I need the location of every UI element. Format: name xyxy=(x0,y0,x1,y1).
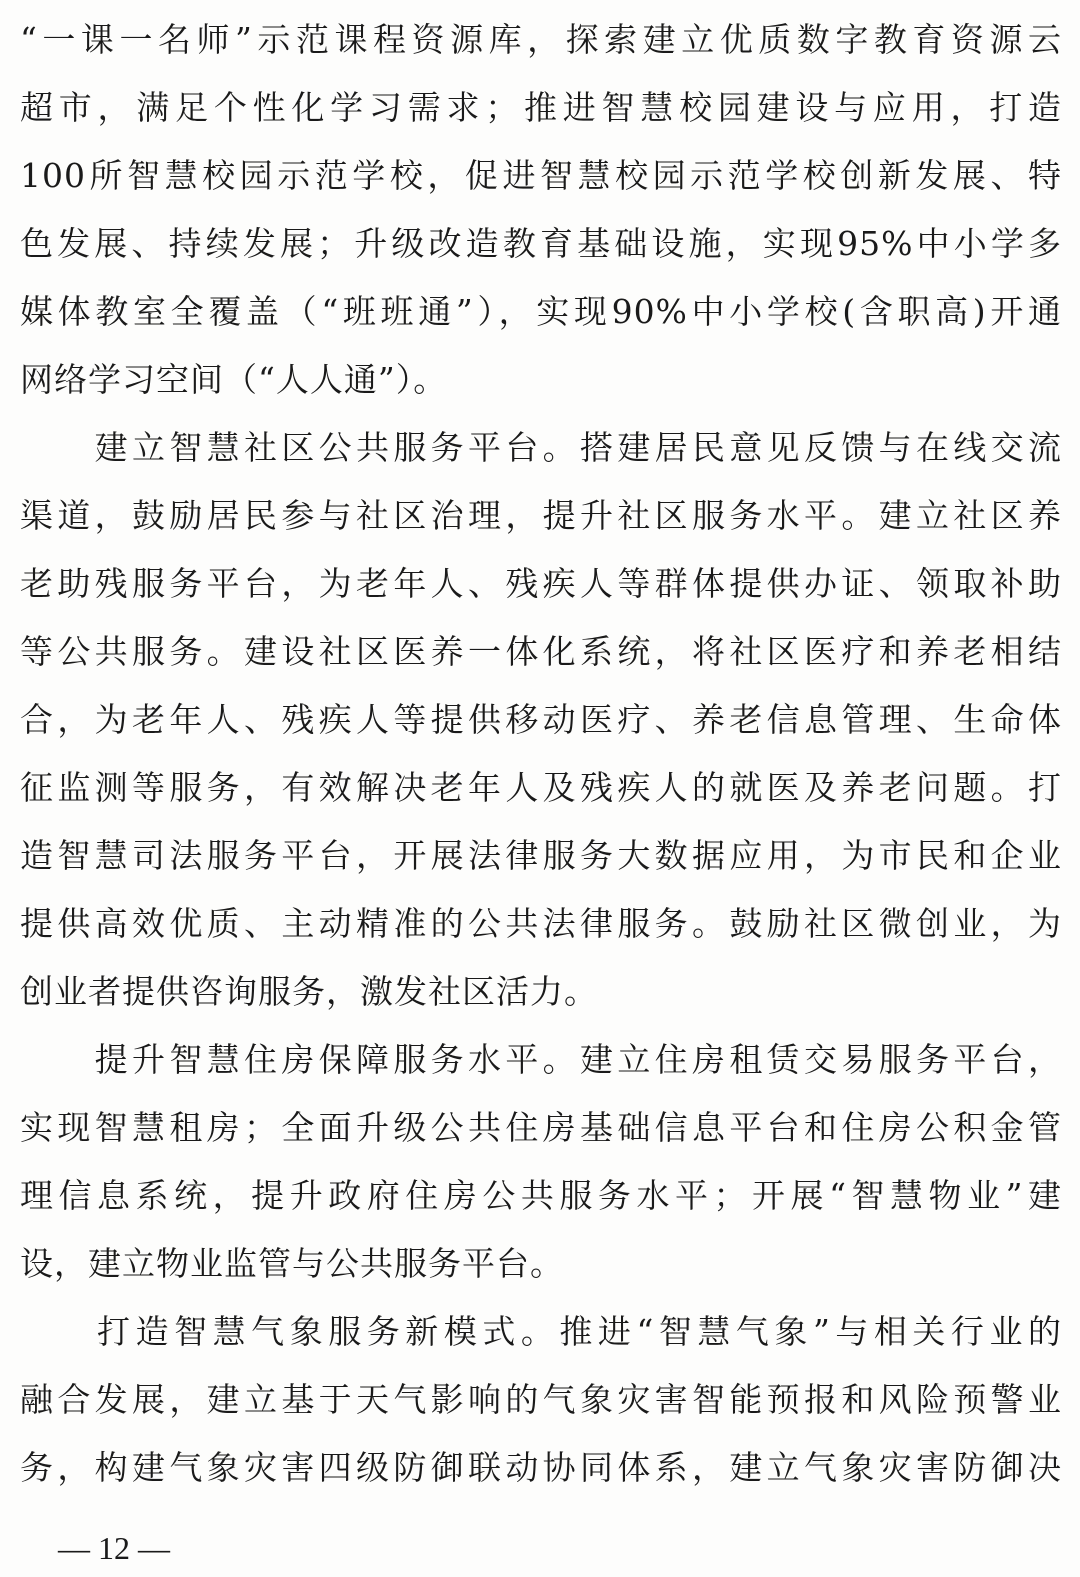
body-text xyxy=(20,6,1062,1502)
paragraph-start-line: 建立智慧社区公共服务平台。搭建居民意见反馈与在线交流 xyxy=(20,428,1062,467)
text-line: 设，建立物业监管与公共服务平台。 xyxy=(20,1244,564,1283)
paragraph-start-line: 提升智慧住房保障服务水平。建立住房租赁交易服务平台， xyxy=(20,1040,1062,1079)
text-line: 老助残服务平台，为老年人、残疾人等群体提供办证、领取补助 xyxy=(20,564,1062,603)
text-line: 网络学习空间（“人人通”）。 xyxy=(20,360,448,399)
text-line: 等公共服务。建设社区医养一体化系统，将社区医疗和养老相结 xyxy=(20,632,1062,671)
text-line: 100所智慧校园示范学校，促进智慧校园示范学校创新发展、特 xyxy=(20,156,1062,195)
text-line: 媒体教室全覆盖（“班班通”），实现90%中小学校(含职高)开通 xyxy=(20,292,1062,331)
text-line: 合，为老年人、残疾人等提供移动医疗、养老信息管理、生命体 xyxy=(20,700,1062,739)
text-line: 创业者提供咨询服务，激发社区活力。 xyxy=(20,972,598,1011)
text-line: 务，构建气象灾害四级防御联动协同体系，建立气象灾害防御决 xyxy=(20,1448,1062,1487)
text-line: 征监测等服务，有效解决老年人及残疾人的就医及养老问题。打 xyxy=(20,768,1062,807)
text-line: 提供高效优质、主动精准的公共法律服务。鼓励社区微创业，为 xyxy=(20,904,1062,943)
text-line: “一课一名师”示范课程资源库，探索建立优质数字教育资源云 xyxy=(20,20,1062,59)
text-line: 实现智慧租房；全面升级公共住房基础信息平台和住房公积金管 xyxy=(20,1108,1062,1147)
text-line: 色发展、持续发展；升级改造教育基础设施，实现95%中小学多 xyxy=(20,224,1062,263)
page-number: — 12 — xyxy=(58,1530,170,1566)
text-line: 理信息系统，提升政府住房公共服务水平；开展“智慧物业”建 xyxy=(20,1176,1062,1215)
paragraph-start-line: 打造智慧气象服务新模式。推进“智慧气象”与相关行业的 xyxy=(20,1312,1062,1351)
text-line: 超市，满足个性化学习需求；推进智慧校园建设与应用，打造 xyxy=(20,88,1062,127)
text-line: 造智慧司法服务平台，开展法律服务大数据应用，为市民和企业 xyxy=(20,836,1062,875)
text-line: 渠道，鼓励居民参与社区治理，提升社区服务水平。建立社区养 xyxy=(20,496,1062,535)
text-line: 融合发展，建立基于天气影响的气象灾害智能预报和风险预警业 xyxy=(20,1380,1062,1419)
